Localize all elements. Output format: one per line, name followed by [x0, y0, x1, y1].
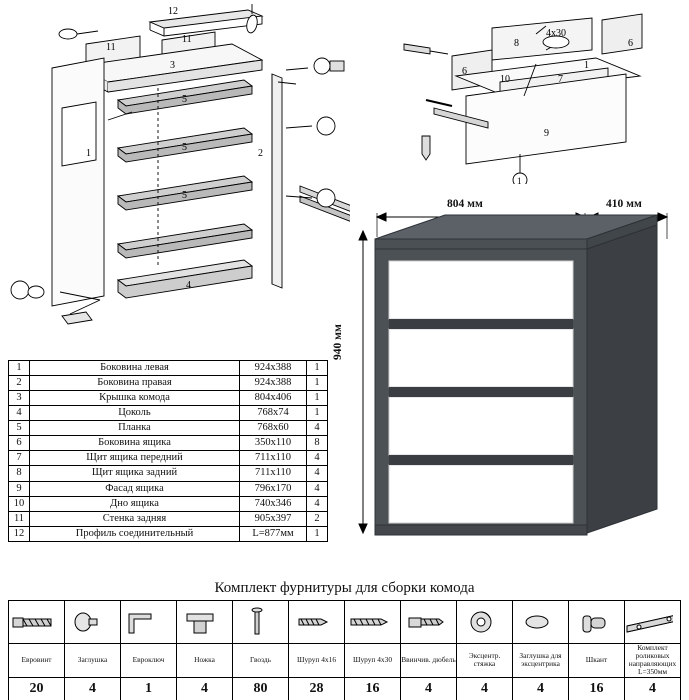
- cap-icon: [65, 601, 121, 644]
- part-num: 1: [9, 361, 30, 376]
- part-size: 804х406: [240, 391, 307, 406]
- hardware-name: Гвоздь: [233, 644, 289, 678]
- drawer-callout-circle-1: 1: [517, 176, 522, 184]
- part-qty: 4: [307, 496, 328, 511]
- hardware-qty: 1: [121, 677, 177, 700]
- product-dimension-drawing: [345, 195, 685, 545]
- callout-1: 1: [86, 148, 91, 159]
- hardware-table: [8, 600, 681, 700]
- part-qty: 1: [307, 526, 328, 541]
- hardware-name: Ножка: [177, 644, 233, 678]
- part-qty: 4: [307, 421, 328, 436]
- hardware-name: Ввинчив. дюбель: [401, 644, 457, 678]
- part-num: 5: [9, 421, 30, 436]
- callout-3: 3: [170, 60, 175, 71]
- part-name: Фасад ящика: [30, 481, 240, 496]
- part-qty: 8: [307, 436, 328, 451]
- hardware-name: Эксцентр. стяжка: [457, 644, 513, 678]
- screw-4x30-icon: [345, 601, 401, 644]
- hardware-name: Шуруп 4х16: [289, 644, 345, 678]
- part-size: 924х388: [240, 376, 307, 391]
- part-name: Планка: [30, 421, 240, 436]
- part-num: 3: [9, 391, 30, 406]
- table-row: [9, 406, 328, 421]
- cam-lock-icon: [457, 601, 513, 644]
- hardware-name-row: [9, 644, 681, 678]
- part-num: 11: [9, 511, 30, 526]
- part-size: L=877мм: [240, 526, 307, 541]
- hardware-qty: 4: [177, 677, 233, 700]
- part-qty: 1: [307, 406, 328, 421]
- table-row: [9, 511, 328, 526]
- hardware-qty: 16: [569, 677, 625, 700]
- table-row: [9, 421, 328, 436]
- hardware-name: Шуруп 4х30: [345, 644, 401, 678]
- part-size: 768х60: [240, 421, 307, 436]
- parts-table: [8, 360, 328, 542]
- nail-icon: [233, 601, 289, 644]
- hardware-qty: 4: [401, 677, 457, 700]
- exploded-drawer-diagram: [396, 4, 685, 184]
- table-row: [9, 436, 328, 451]
- screw-4x16-icon: [289, 601, 345, 644]
- exploded-cabinet-diagram: [0, 0, 350, 350]
- hardware-qty: 4: [625, 677, 681, 700]
- part-num: 8: [9, 466, 30, 481]
- part-name: Цоколь: [30, 406, 240, 421]
- part-size: 350х110: [240, 436, 307, 451]
- part-qty: 4: [307, 466, 328, 481]
- part-num: 4: [9, 406, 30, 421]
- hardware-icon-row: [9, 601, 681, 644]
- callout-2: 2: [258, 148, 263, 159]
- hardware-qty: 80: [233, 677, 289, 700]
- part-qty: 1: [307, 361, 328, 376]
- hardware-name: Заглушка: [65, 644, 121, 678]
- part-num: 12: [9, 526, 30, 541]
- callout-5b: 5: [182, 142, 187, 153]
- part-num: 9: [9, 481, 30, 496]
- drawer-callout-8: 8: [514, 38, 519, 49]
- hardware-name: Евроключ: [121, 644, 177, 678]
- table-row: [9, 496, 328, 511]
- part-num: 6: [9, 436, 30, 451]
- part-qty: 1: [307, 391, 328, 406]
- part-size: 905х397: [240, 511, 307, 526]
- leg-icon: [177, 601, 233, 644]
- callout-11b: 11: [182, 34, 192, 45]
- dimension-depth: 410 мм: [606, 198, 642, 210]
- hardware-qty: 4: [457, 677, 513, 700]
- callout-5c: 5: [182, 190, 187, 201]
- hardware-name: Комплект роликовых направляющих L=350мм: [625, 644, 681, 678]
- part-size: 740х346: [240, 496, 307, 511]
- hardware-qty: 16: [345, 677, 401, 700]
- part-size: 768х74: [240, 406, 307, 421]
- drawer-callout-1: 1: [584, 60, 589, 71]
- part-name: Щит ящика задний: [30, 466, 240, 481]
- hardware-name: Еврoвинт: [9, 644, 65, 678]
- dowel-icon: [401, 601, 457, 644]
- part-qty: 4: [307, 451, 328, 466]
- part-num: 7: [9, 451, 30, 466]
- part-num: 10: [9, 496, 30, 511]
- part-size: 924х388: [240, 361, 307, 376]
- table-row: [9, 526, 328, 541]
- part-name: Боковина левая: [30, 361, 240, 376]
- part-name: Боковина ящика: [30, 436, 240, 451]
- part-qty: 4: [307, 481, 328, 496]
- part-name: Профиль соединительный: [30, 526, 240, 541]
- part-name: Крышка комода: [30, 391, 240, 406]
- callout-4: 4: [186, 280, 191, 291]
- table-row: [9, 361, 328, 376]
- callout-11a: 11: [106, 42, 116, 53]
- drawer-callout-9: 9: [544, 128, 549, 139]
- part-size: 711х110: [240, 451, 307, 466]
- part-num: 2: [9, 376, 30, 391]
- hardware-title: Комплект фурнитуры для сборки комода: [214, 580, 475, 596]
- hardware-qty: 28: [289, 677, 345, 700]
- part-size: 711х110: [240, 466, 307, 481]
- part-name: Щит ящика передний: [30, 451, 240, 466]
- part-size: 796х170: [240, 481, 307, 496]
- callout-5a: 5: [182, 94, 187, 105]
- table-row: [9, 481, 328, 496]
- table-row: [9, 451, 328, 466]
- drawer-callout-4x30: 4х30: [546, 28, 566, 39]
- slide-rail-icon: [625, 601, 681, 644]
- part-qty: 1: [307, 376, 328, 391]
- dimension-height: 940 мм: [332, 324, 344, 360]
- hardware-qty-row: [9, 677, 681, 700]
- part-qty: 2: [307, 511, 328, 526]
- part-name: Стенка задняя: [30, 511, 240, 526]
- hardware-qty: 4: [513, 677, 569, 700]
- dimension-width: 804 мм: [447, 198, 483, 210]
- part-name: Боковина правая: [30, 376, 240, 391]
- hardware-name: Заглушка для эксцентрика: [513, 644, 569, 678]
- drawer-callout-10: 10: [500, 74, 510, 85]
- drawer-callout-6a: 6: [628, 38, 633, 49]
- callout-12: 12: [168, 6, 178, 17]
- drawer-callout-7: 7: [558, 74, 563, 85]
- cam-cap-icon: [513, 601, 569, 644]
- eurоscrew-icon: [9, 601, 65, 644]
- table-row: [9, 466, 328, 481]
- part-name: Дно ящика: [30, 496, 240, 511]
- eurokey-icon: [121, 601, 177, 644]
- table-row: [9, 376, 328, 391]
- hardware-qty: 20: [9, 677, 65, 700]
- drawer-callout-6b: 6: [462, 66, 467, 77]
- hardware-name: Шкант: [569, 644, 625, 678]
- hardware-qty: 4: [65, 677, 121, 700]
- dowel-pin-icon: [569, 601, 625, 644]
- table-row: [9, 391, 328, 406]
